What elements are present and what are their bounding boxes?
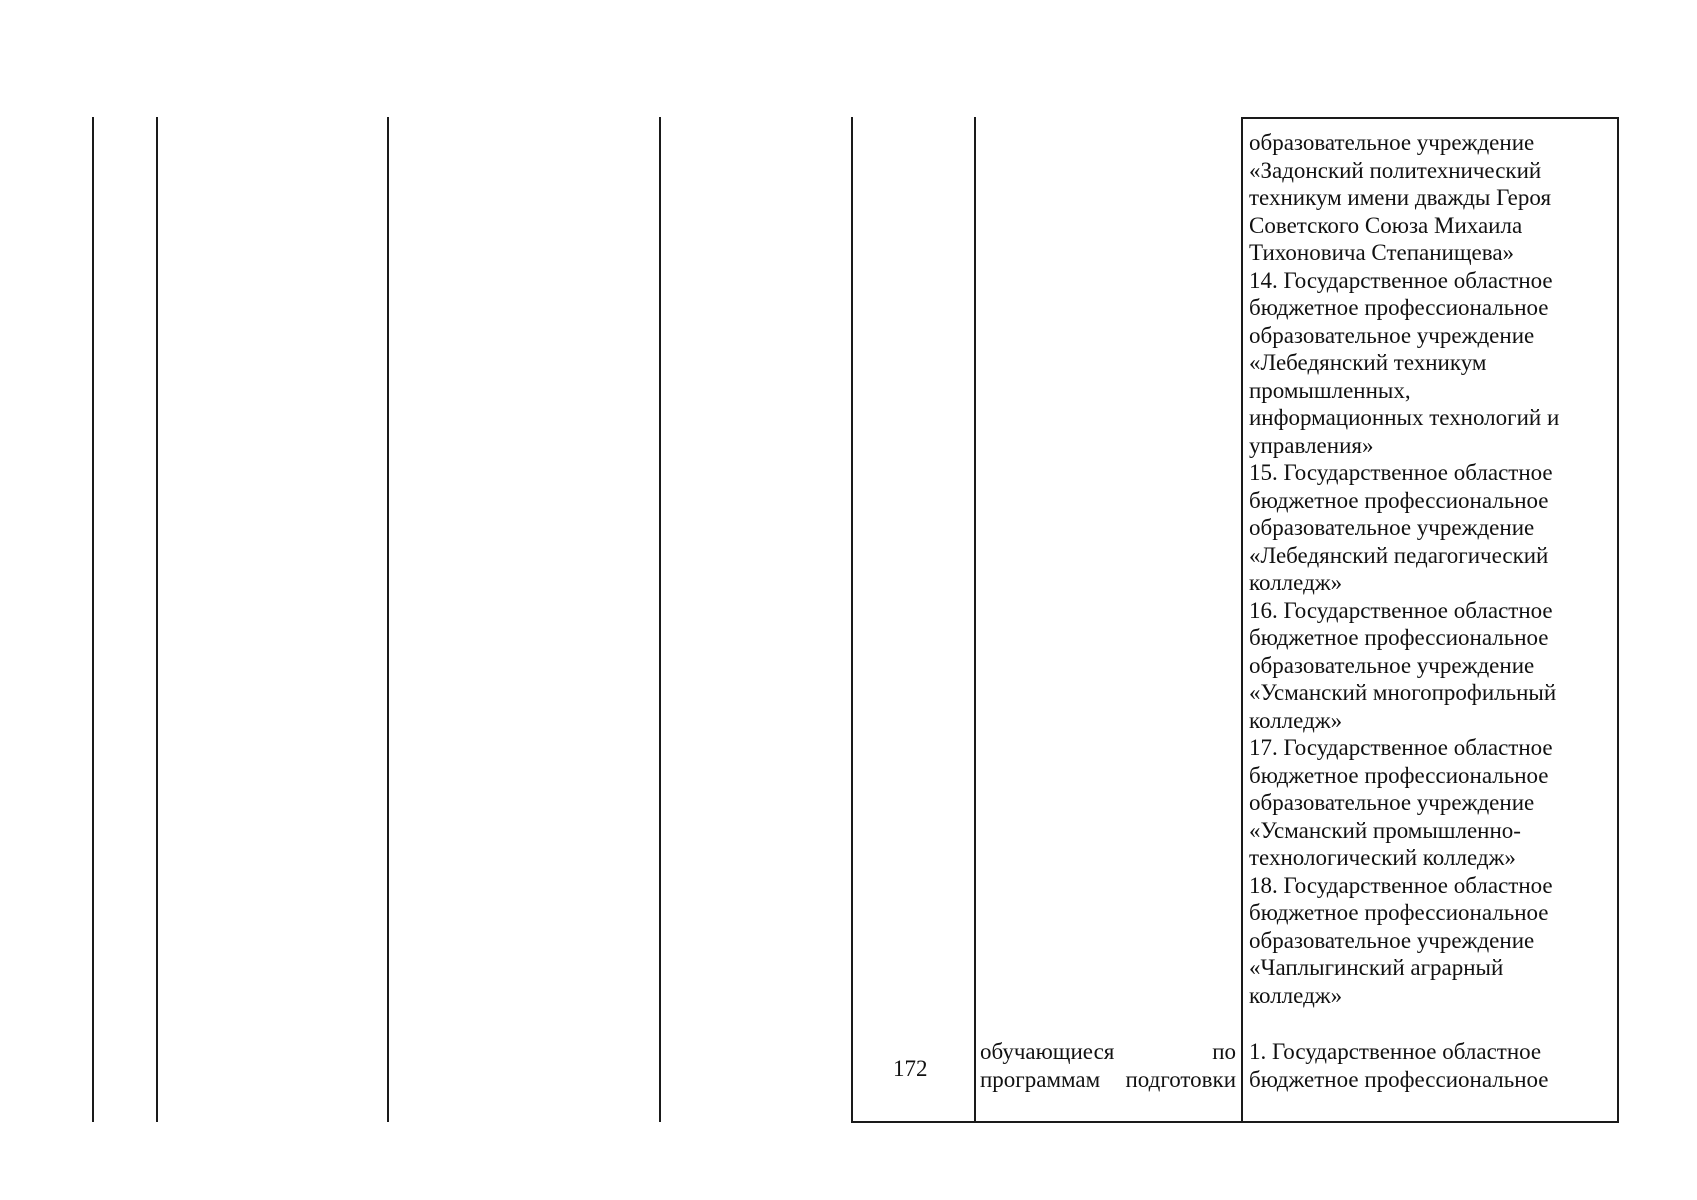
list-line: образовательное учреждение [1249,927,1535,953]
list-line: образовательное учреждение [1249,515,1535,540]
list-line: колледж» [1249,982,1343,1008]
institutions-list-cell [1249,129,1613,1009]
table-top-border [1241,117,1618,119]
table-bottom-border [851,1121,1618,1123]
list-line: «Лебедянский педагогический [1249,542,1549,568]
column-rule-3 [387,117,389,1122]
list-line: образовательное учреждение [1249,652,1535,678]
category-word: обучающиеся [980,1039,1115,1064]
column-rule-5 [851,117,853,1123]
column-rule-8 [1617,117,1619,1123]
column-rule-4 [659,117,661,1122]
list-line: бюджетное профессиональное [1249,625,1549,650]
category-word: подготовки [1125,1066,1236,1092]
column-rule-6 [974,117,976,1123]
list-line: образовательное учреждение [1249,322,1535,348]
list-line: бюджетное профессиональное [1249,295,1549,320]
list-line: «Усманский промышленно- [1249,817,1521,843]
list-line: колледж» [1249,570,1343,595]
list-line: управления» [1249,432,1374,458]
list-line: 15. Государственное областное [1249,460,1553,485]
list-line: 1. Государственное областное [1249,1039,1542,1064]
list-line: колледж» [1249,707,1343,733]
category-line-2 [980,1066,1236,1094]
list-line: образовательное учреждение [1249,130,1535,155]
list-line: Тихоновича Степанищева» [1249,240,1515,265]
list-line: 18. Государственное областное [1249,872,1553,898]
list-line: образовательное учреждение [1249,790,1535,815]
category-word: по [1212,1039,1236,1064]
list-line: «Усманский многопрофильный [1249,680,1557,705]
list-line: «Задонский политехнический [1249,157,1542,183]
list-line: «Чаплыгинский аграрный [1249,955,1504,980]
category-line-1 [980,1038,1236,1066]
new-row-institutions-cell [1249,1038,1613,1093]
list-line: техникум имени дважды Героя [1249,185,1552,210]
column-rule-1 [92,117,94,1122]
list-line: информационных технологий и [1249,405,1560,430]
list-line: бюджетное профессиональное [1249,1066,1549,1092]
list-line: бюджетное профессиональное [1249,762,1549,788]
row-number: 172 [893,1056,928,1081]
category-cell [980,1038,1236,1093]
list-line: 16. Государственное областное [1249,597,1553,623]
list-line: промышленных, [1249,377,1411,403]
list-line: Советского Союза Михаила [1249,212,1523,238]
list-line: 14. Государственное областное [1249,267,1553,293]
list-line: 17. Государственное областное [1249,735,1553,760]
column-rule-7 [1241,117,1243,1123]
list-line: «Лебедянский техникум [1249,350,1487,375]
column-rule-2 [156,117,158,1122]
list-line: бюджетное профессиональное [1249,487,1549,513]
list-line: бюджетное профессиональное [1249,900,1549,925]
list-line: технологический колледж» [1249,845,1516,870]
category-word: программам [980,1066,1101,1092]
